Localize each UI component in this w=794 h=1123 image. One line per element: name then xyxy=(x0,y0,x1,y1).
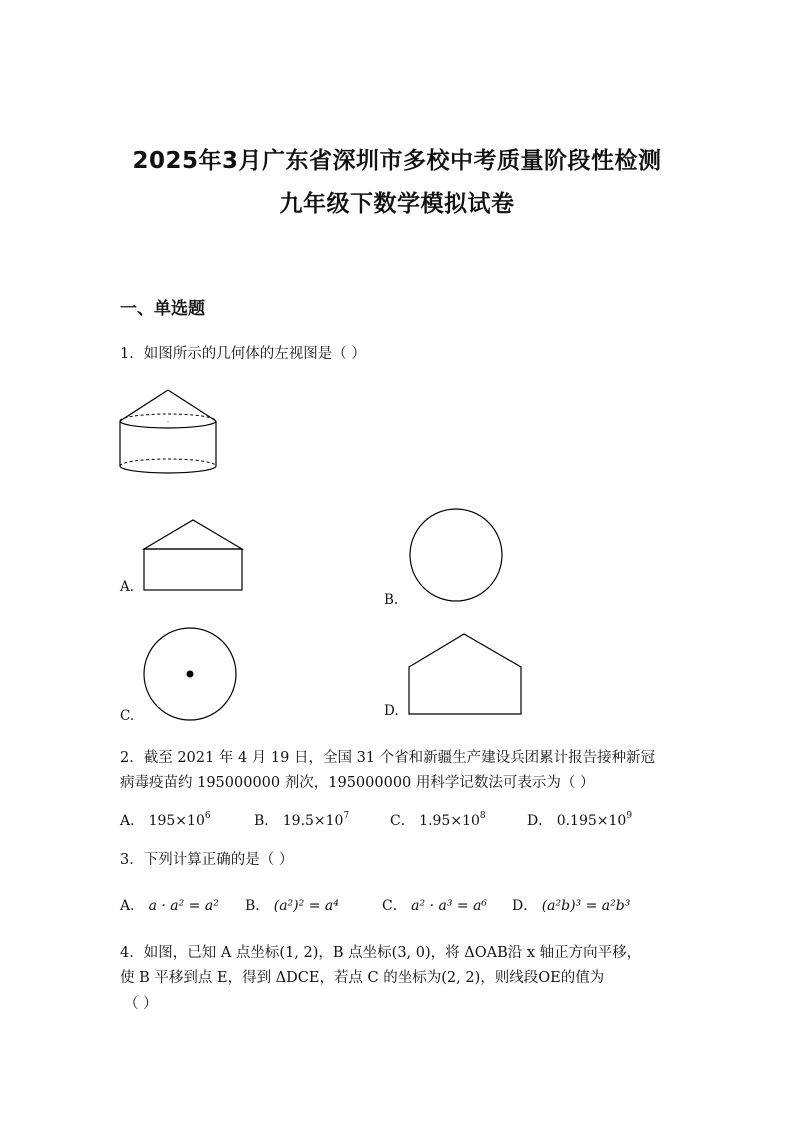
q3-option-d-expr: (a²b)³ = a²b³ xyxy=(541,898,631,914)
question-4-line1: 4．如图，已知 A 点坐标(1, 2)，B 点坐标(3, 0)，将 ΔOAB沿 x 轴正方向平移， xyxy=(120,945,642,961)
q3-option-b-expr: (a²)² = a⁴ xyxy=(273,898,339,914)
q1-option-d-figure xyxy=(408,633,524,717)
q1-solid-figure xyxy=(118,388,220,478)
q2-option-d-base: 0.195×10 xyxy=(556,813,627,829)
q2-option-c[interactable] xyxy=(390,810,486,830)
q1-option-c-figure xyxy=(143,627,239,723)
q1-option-d-label[interactable]: D. xyxy=(384,703,399,719)
q3-option-a-expr: a · a² = a² xyxy=(148,898,219,914)
q2-option-b-label: B． xyxy=(254,813,279,829)
q2-option-a[interactable] xyxy=(120,810,211,830)
q3-option-a-label: A． xyxy=(120,898,145,914)
q3-option-c[interactable] xyxy=(382,895,487,915)
question-4-line3: （ ） xyxy=(124,996,158,1012)
q1-option-b-figure xyxy=(408,507,506,605)
question-2-line1: 2．截至 2021 年 4 月 19 日，全国 31 个省和新疆生产建设兵团累计报告接种新冠 xyxy=(120,750,656,766)
q3-option-b[interactable] xyxy=(245,895,339,915)
q3-option-d-label: D． xyxy=(512,898,538,914)
q2-option-c-exp: 8 xyxy=(479,811,486,821)
q1-option-b-label[interactable]: B. xyxy=(384,592,399,608)
section-title: 一、单选题 xyxy=(120,299,205,319)
question-1-text: 1．如图所示的几何体的左视图是（ ） xyxy=(120,346,366,362)
q3-option-d[interactable] xyxy=(512,895,630,915)
q2-option-a-exp: 6 xyxy=(204,811,211,821)
q3-option-c-expr: a² · a³ = a⁶ xyxy=(411,898,488,914)
question-2-line2: 病毒疫苗约 195000000 剂次，195000000 用科学记数法可表示为（ ） xyxy=(120,775,595,791)
q3-option-a[interactable] xyxy=(120,895,219,915)
q1-option-a-figure xyxy=(143,518,245,592)
question-4-line2: 使 B 平移到点 E，得到 ΔDCE，若点 C 的坐标为(2, 2)，则线段OE的值为 xyxy=(120,970,605,986)
question-3-text: 3．下列计算正确的是（ ） xyxy=(120,852,294,868)
q2-option-d-label: D． xyxy=(527,813,553,829)
q2-option-b-exp: 7 xyxy=(343,811,350,821)
page-title: 2025年3月广东省深圳市多校中考质量阶段性检测 xyxy=(132,148,662,174)
page-subtitle: 九年级下数学模拟试卷 xyxy=(279,191,515,217)
q2-option-c-label: C． xyxy=(390,813,415,829)
q2-option-b[interactable] xyxy=(254,810,349,830)
q2-option-a-label: A． xyxy=(120,813,145,829)
q1-option-c-label[interactable]: C. xyxy=(120,708,135,724)
q1-option-a-label[interactable]: A. xyxy=(120,579,135,595)
q2-option-b-base: 19.5×10 xyxy=(282,813,344,829)
q2-option-c-base: 1.95×10 xyxy=(419,813,480,829)
q2-option-a-base: 195×10 xyxy=(148,813,205,829)
q2-option-d-exp: 9 xyxy=(626,811,633,821)
q3-option-c-label: C． xyxy=(382,898,407,914)
q3-option-b-label: B． xyxy=(245,898,270,914)
q2-option-d[interactable] xyxy=(527,810,632,830)
